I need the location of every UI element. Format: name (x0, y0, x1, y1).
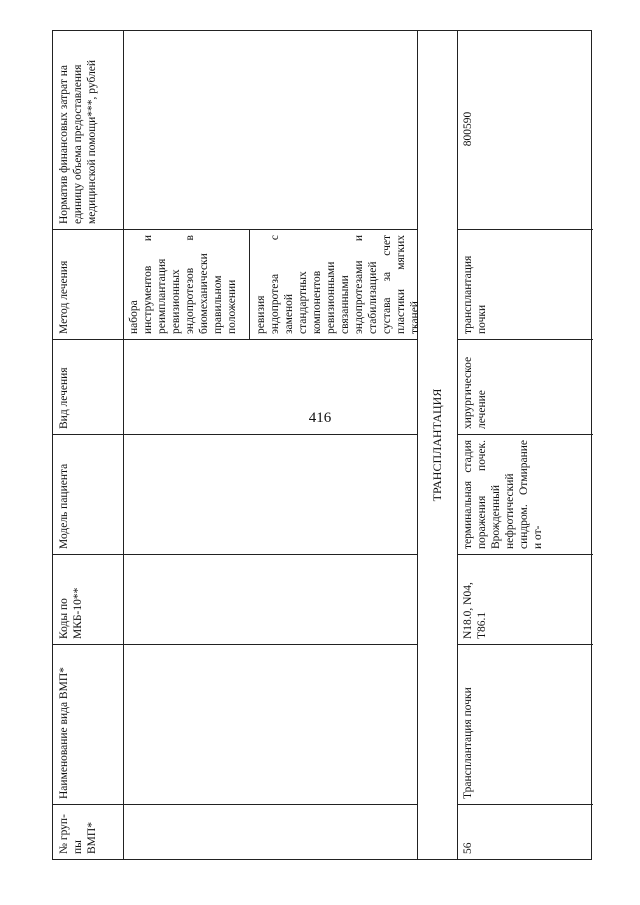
section-title: ТРАНСПЛАНТАЦИЯ (430, 388, 444, 502)
row56-model: терминальная стадия поражения почек. Врожденный нефротический синдром. Отмирание и от- (457, 434, 593, 554)
cont-name (123, 644, 417, 804)
header-codes: Коды по МКБ-10** (53, 554, 123, 644)
table-row-section (417, 31, 458, 859)
cont-method-a: набора инструментов и реимплантация ревизионных эндопротезов в биомеханически правильном положении (128, 235, 238, 334)
cont-method (123, 229, 421, 339)
header-norm: Норматив финансовых затрат на единицу объема предоставления медицинской помощи***, рублей (58, 59, 98, 224)
cont-model (123, 434, 417, 554)
row56-group: 56 (457, 804, 593, 859)
cont-codes (123, 554, 417, 644)
header-type: Вид лечения (53, 339, 123, 434)
row56-codes: N18.0, N04, T86.1 (457, 554, 593, 644)
page-number: 416 (308, 410, 332, 426)
cont-method-b: ревизия эндопротеза с заменой стандартных компонентов ревизионными связанными эндопротезами и стабилизацией сустава за счет пластики мягких тканей (249, 230, 417, 339)
table (52, 30, 592, 860)
table-row-continuation (123, 31, 421, 859)
header-method: Метод лечения (53, 229, 123, 339)
cont-type (123, 339, 417, 434)
row56-method: трансплантация почки (457, 229, 593, 339)
cont-norm (123, 29, 417, 229)
table-header-row (53, 31, 124, 859)
header-group: № груп-пы ВМП* (53, 804, 123, 859)
row56-norm: 800590 (462, 111, 474, 147)
rotated-table (52, 30, 592, 860)
header-model: Модель пациента (53, 434, 123, 554)
row56-name: Трансплантация почки (457, 644, 593, 804)
header-name: Наименование вида ВМП* (53, 644, 123, 804)
cont-group (123, 804, 417, 859)
row56-type: хирургическое лечение (457, 339, 593, 434)
table-row-56 (457, 31, 593, 859)
